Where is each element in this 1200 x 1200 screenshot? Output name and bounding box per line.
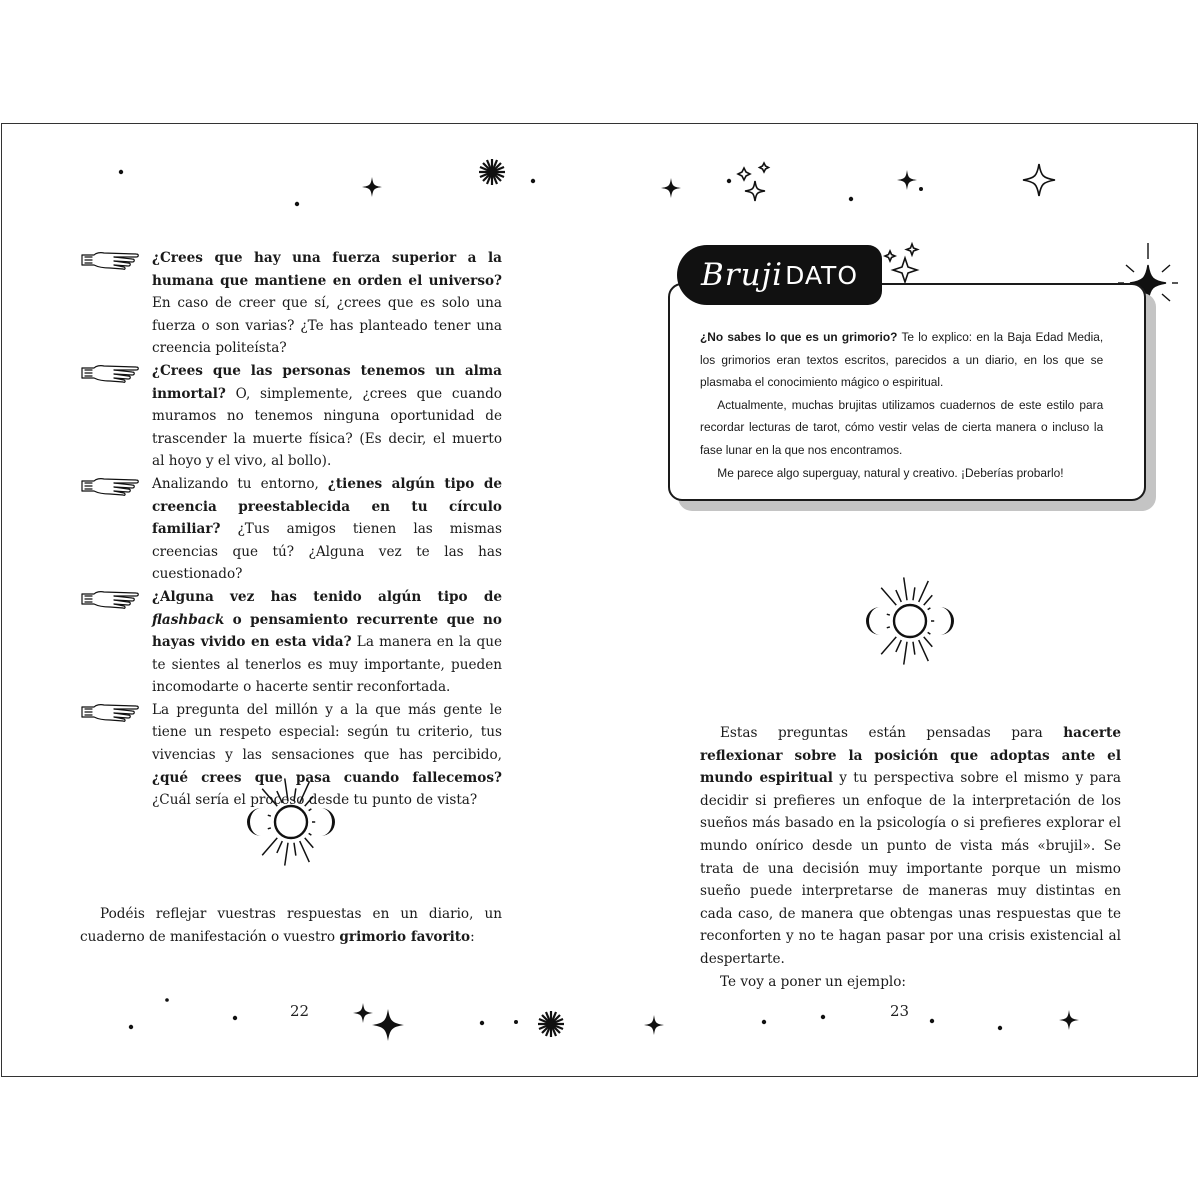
text-run: : [470, 928, 475, 945]
bruji-paragraph [700, 326, 1103, 394]
pointing-hand-icon [80, 473, 142, 499]
text-run: Analizando tu entorno, [152, 475, 328, 492]
sun-ray [881, 588, 896, 605]
sun-ray [896, 640, 901, 652]
bruji-paragraph [700, 462, 1103, 485]
closing-paragraph [80, 903, 502, 948]
text-run: ¿Alguna vez has tenido algún tipo de [152, 588, 502, 605]
text-run: ¿qué crees que pasa cuando fallecemos? [152, 769, 502, 786]
sun-ray [294, 788, 296, 801]
sun-ray [262, 789, 277, 806]
sun-ray [904, 642, 907, 665]
right-paragraph [700, 971, 1121, 994]
sun-ray [262, 838, 277, 855]
sun-ray [300, 782, 310, 803]
text-run: ¿Crees que hay una fuerza superior a la humana que mantiene en orden el universo? [152, 250, 502, 289]
question-text [152, 360, 502, 473]
bruji-dato-text [700, 326, 1103, 484]
text-run: Estas preguntas están pensadas para [720, 725, 1064, 741]
text-run: ¿tienes algún tipo de creencia preestablecida en tu círculo familiar? [152, 475, 502, 538]
text-run: Me parece algo superguay, natural y creativo. ¡Deberías probarlo! [717, 465, 1064, 480]
sun-ray [913, 587, 915, 600]
text-run: ¿Crees que las personas tenemos un alma inmortal? [152, 362, 502, 402]
text-run: o pensamiento recurrente que no hayas vivido en esta vida? [152, 611, 502, 651]
sun-ray [309, 809, 312, 811]
sun-ray [904, 577, 907, 600]
question-item [80, 360, 502, 473]
text-run: flashback [152, 611, 225, 628]
sun-ray [268, 828, 271, 829]
text-run: Te lo explico: en la Baja Edad Media, los grimorios eran textos escritos, parecidos a un diario, en los que se plasmaba el conocimiento mágico o espiritual. [700, 330, 1104, 390]
text-run: La pregunta del millón y a la que más gente le tiene un respeto especial: según tu criterio, tus vivencias y las sensaciones que has percibido, [152, 701, 502, 764]
pointing-hand-icon [80, 699, 142, 725]
question-item [80, 473, 502, 586]
text-run: hacerte reflexionar sobre la posición que adoptas ante el mundo espiritual [700, 725, 1121, 787]
sun-ray [305, 796, 314, 806]
sun-ray [309, 833, 312, 835]
sun-ray [919, 640, 929, 661]
bruji-tab-script: Bruji [700, 257, 784, 293]
question-text [152, 473, 502, 586]
sun-ray [294, 843, 296, 856]
text-run: y tu perspectiva sobre el mismo y para decidir si prefieres un enfoque de la interpretación de los sueños más basado en la psicología o si prefieres explorar el mundo onírico desde un punto de vista más «brujil». Se trata de una decisión muy importante porque un mismo sueño puede interpretarse de maneras muy distintas en cada caso, de manera que obtengas unas respuestas que te reconforten y no te hagan pasar por una crisis existencial al despertarte. [700, 770, 1121, 967]
text-run: La manera en la que te sientes al tenerlos es muy importante, pueden incomodarte o hacerte sentir reconfortada. [152, 634, 502, 696]
text-run: ¿Tus amigos tienen las mismas creencias que tú? ¿Alguna vez te las has cuestionado? [152, 521, 502, 583]
sun-ray [277, 791, 282, 803]
sun-ray [285, 778, 288, 801]
question-item [80, 586, 502, 699]
sun-ray [924, 595, 933, 605]
text-run: Te voy a poner un ejemplo: [720, 973, 907, 990]
sun-ray [285, 843, 288, 866]
pointing-hand-icon [80, 586, 142, 612]
bruji-paragraph [700, 394, 1103, 462]
sun-ray [919, 581, 929, 602]
sun-ray [913, 642, 915, 655]
triple-moon-sun-icon [855, 571, 965, 671]
sun-ray [928, 608, 931, 610]
question-text [152, 586, 502, 699]
sun-ray [277, 841, 282, 853]
sun-ray [305, 838, 314, 848]
text-run: Podéis reflejar vuestras respuestas en un diario, un cuaderno de manifestación o vuestro [80, 906, 502, 945]
question-item [80, 247, 502, 360]
text-run: ¿Cuál sería el proceso desde tu punto de vista? [152, 792, 478, 809]
sun-ray [268, 815, 271, 816]
pointing-hand-icon [80, 360, 142, 386]
sun-ray [300, 841, 310, 862]
text-run: Actualmente, muchas brujitas utilizamos cuadernos de este estilo para recordar lecturas de tarot, cómo vestir velas de cierta manera o incluso la fase lunar en la que nos encontramos. [700, 397, 1104, 457]
right-paragraph [700, 722, 1121, 971]
question-text [152, 247, 502, 360]
text-run: En caso de creer que sí, ¿crees que es solo una fuerza o son varias? ¿Te has planteado tener una creencia politeísta? [152, 295, 502, 357]
page-number-left: 22 [290, 1002, 310, 1020]
text-run: O, simplemente, ¿crees que cuando muramos no tenemos ninguna oportunidad de trascender la muerte física? (Es decir, el muerto al hoyo y el vivo, al bollo). [152, 385, 502, 470]
page-number-right: 23 [890, 1002, 910, 1020]
text-run: ¿No sabes lo que es un grimorio? [700, 330, 898, 344]
bruji-dato-tab [677, 245, 882, 305]
triple-moon-sun-icon [236, 772, 346, 872]
left-page-questions [80, 247, 502, 812]
sun-ray [881, 637, 896, 654]
sun-ray [887, 614, 890, 615]
text-run: grimorio favorito [339, 928, 471, 945]
pointing-hand-icon [80, 247, 142, 273]
sun-ray [887, 627, 890, 628]
sun-ray [928, 632, 931, 634]
bruji-tab-caps: DATO [785, 260, 858, 290]
left-closing-paragraph [80, 903, 502, 948]
sun-ray [896, 590, 901, 602]
sun-ray [924, 637, 933, 647]
right-page-body [700, 722, 1121, 993]
